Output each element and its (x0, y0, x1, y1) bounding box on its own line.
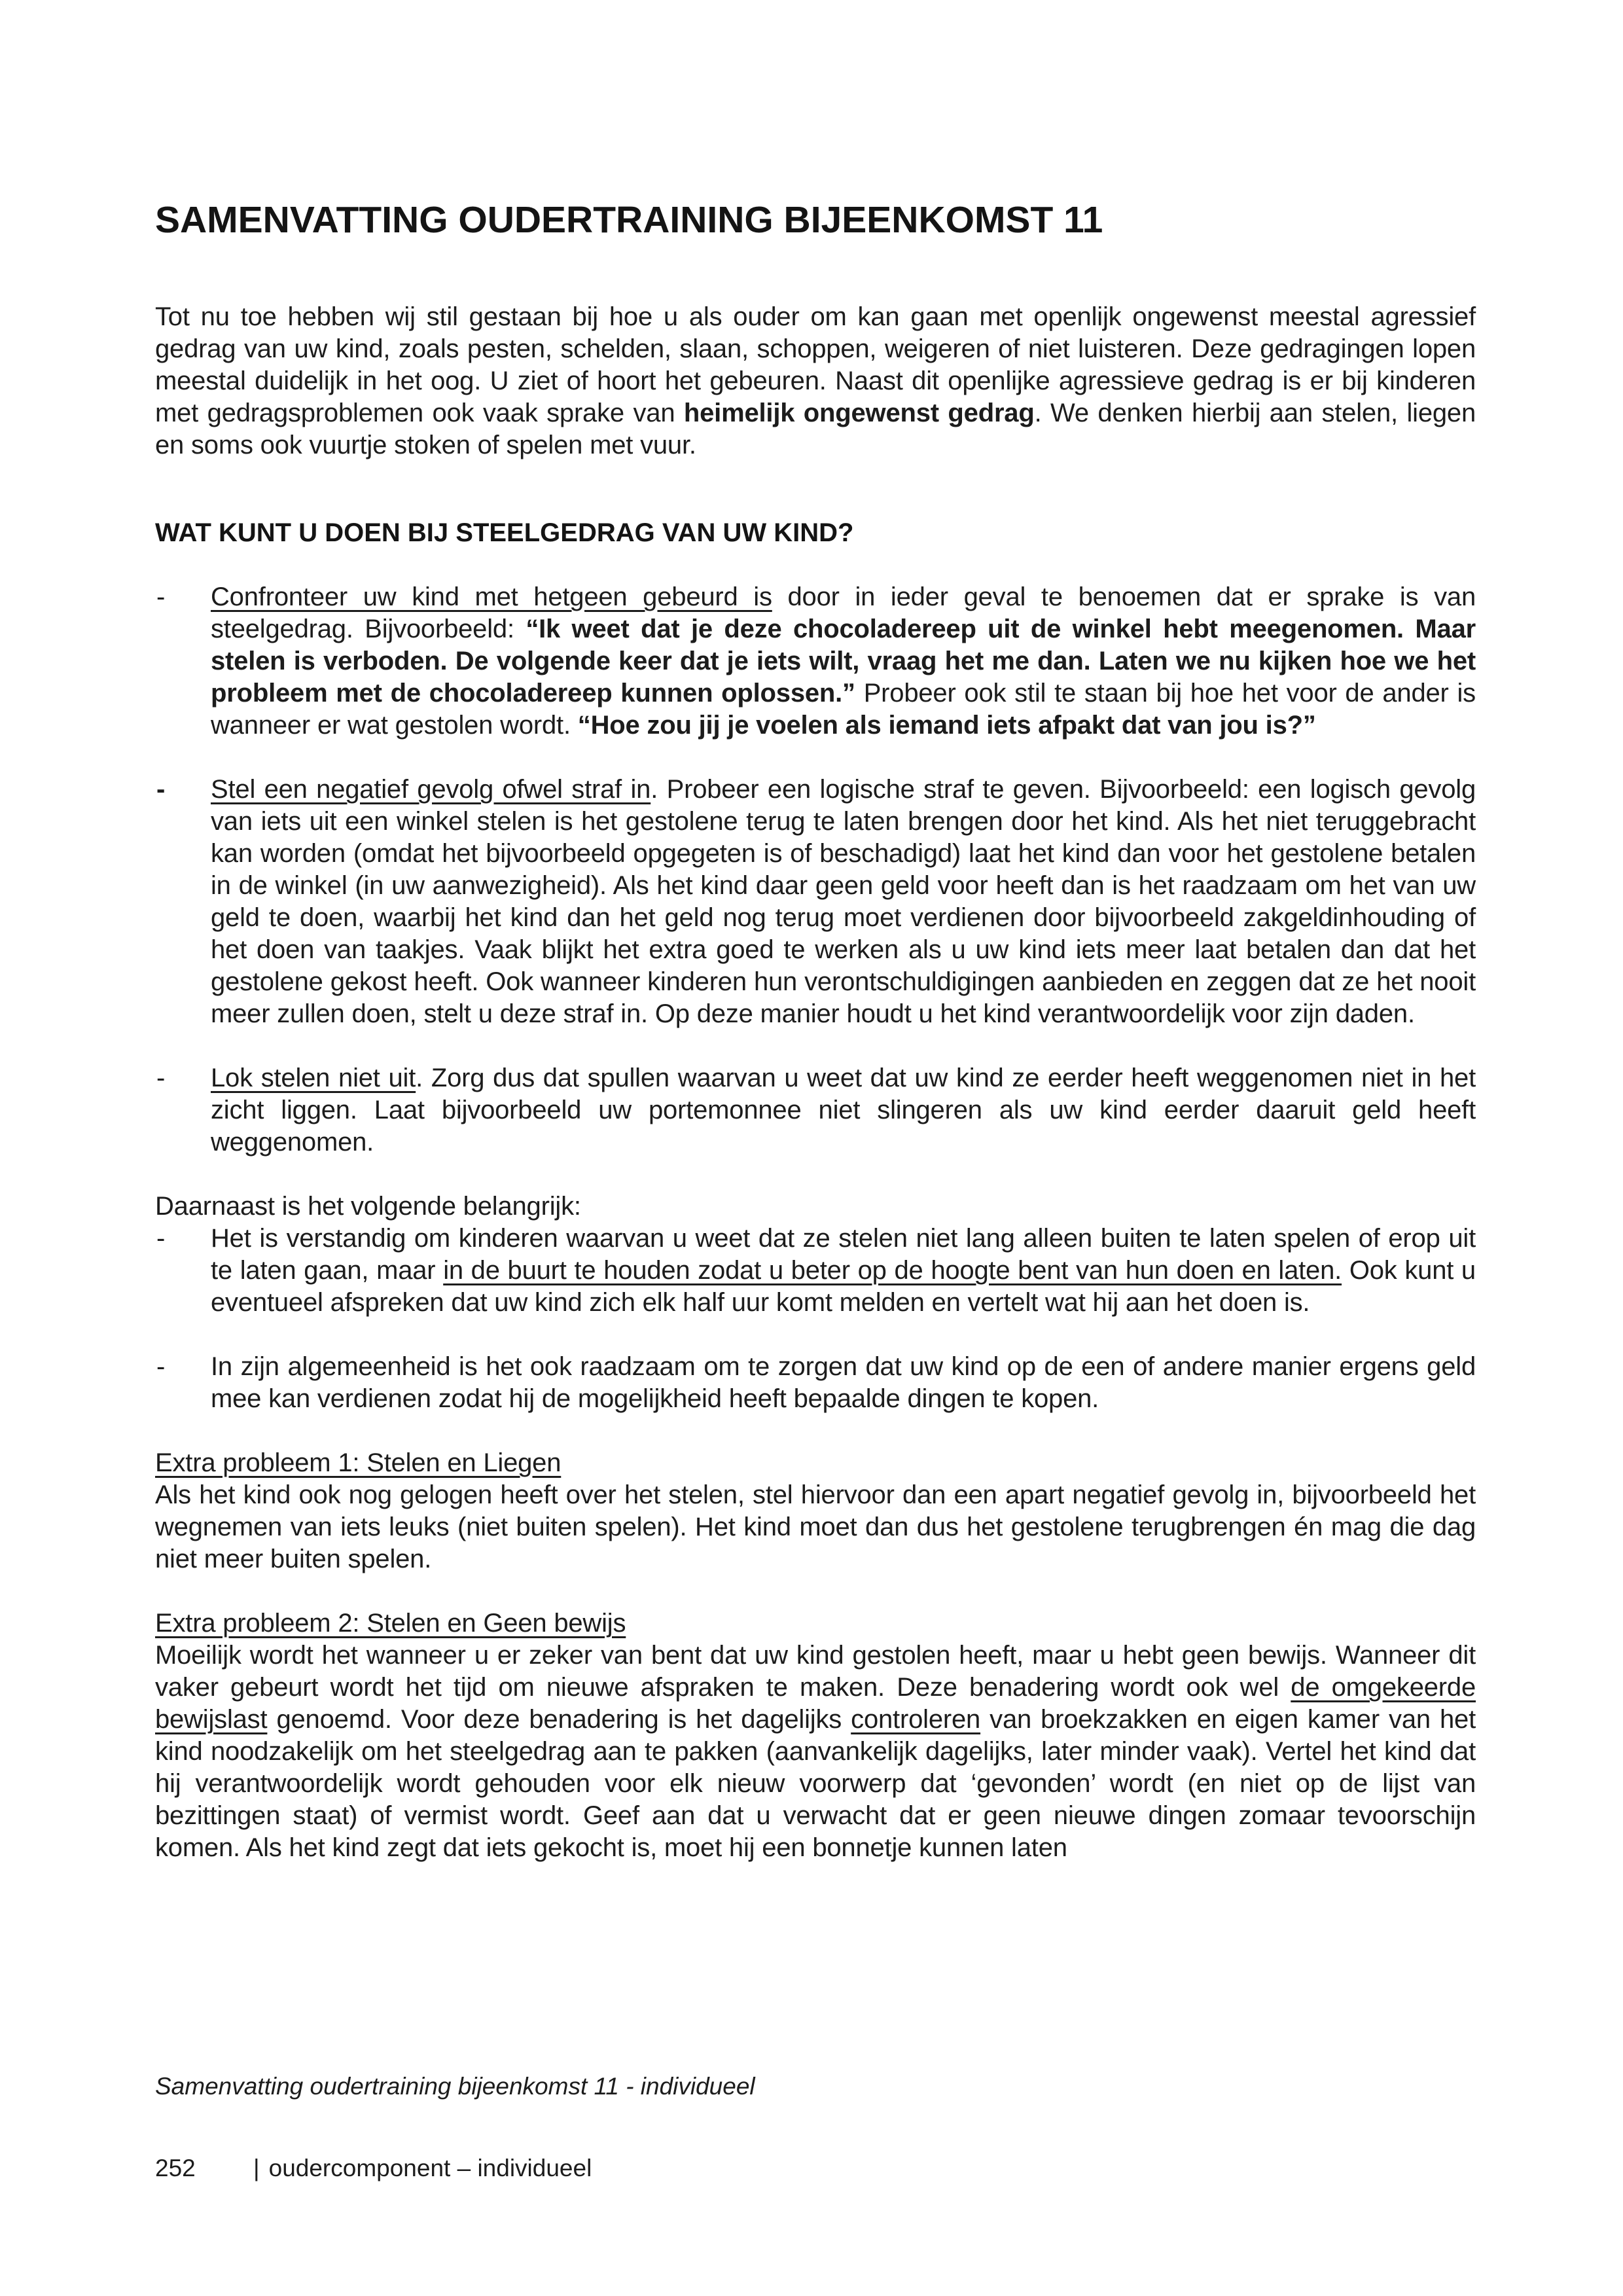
extra-probleem-1-body: Als het kind ook nog gelogen heeft over het stelen, stel hiervoor dan een apart negatief gevolg in, bijvoorbeeld het wegnemen van iets leuks (niet buiten spelen). Het kind moet dan dus het gestolene terugbrengen én mag die dag niet meer buiten spelen. (155, 1480, 1476, 1573)
intro-text-after: . We denken hierbij aan stelen, liegen en soms ook vuurtje stoken of spelen met vuur. (155, 399, 1476, 459)
footer-right-text: oudercomponent – individueel (268, 2155, 592, 2181)
document-footnote: Samenvatting oudertraining bijeenkomst 11 - individueel (155, 2073, 755, 2100)
bullet-confronteer-underline: Confronteer uw kind met hetgeen gebeurd is (211, 583, 772, 611)
extra-probleem-2-underline-2: controleren (851, 1705, 981, 1734)
intro-bold-phrase: heimelijk ongewenst gedrag (683, 399, 1035, 427)
bullet-negatief-gevolg (155, 774, 1476, 1030)
bullet-confronteer-text (211, 581, 1476, 742)
bullet-dash: - (156, 1224, 166, 1253)
bullet-geld-verdienen (155, 1351, 1476, 1415)
page-content (155, 0, 1476, 1864)
bullet-confronteer-quote-1: “Ik weet dat je deze chocoladereep uit de winkel hebt meegenomen. Maar stelen is verboden. De volgende keer dat je iets wilt, vraag het me dan. Laten we nu kijken hoe we het probleem met de chocoladereep kunnen oplossen.” (211, 615, 1476, 708)
bullet-dash: - (156, 1064, 166, 1092)
bullet-dash: - (156, 1352, 166, 1381)
bullet-negatief-gevolg-underline: Stel een negatief gevolg ofwel straf in (211, 775, 651, 804)
extra-probleem-2-body-2: genoemd. Voor deze benadering is het dagelijks (267, 1705, 851, 1734)
bullet-dash: - (156, 775, 166, 804)
bullet-confronteer-body-2: Probeer ook stil te staan bij hoe het voor de ander is wanneer er wat gestolen wordt. (211, 679, 1476, 740)
bullet-negatief-gevolg-body: . Probeer een logische straf te geven. Bijvoorbeeld: een logisch gevolg van iets uit een winkel stelen is het gestolene terug te laten brengen door het kind. Als het niet teruggebracht kan worden (omdat het bijvoorbeeld opgegeten is of beschadigd) laat het kind dan voor het gestolene betalen in de winkel (in uw aanwezigheid). Als het kind daar geen geld voor heeft dan is het raadzaam om het van uw geld te doen, waarbij het kind dan het geld nog terug moet verdienen door bijvoorbeeld zakgeldinhouding of het doen van taakjes. Vaak blijkt het extra goed te werken als u uw kind iets meer laat betalen dan dat het gestolene gekost heeft. Ook wanneer kinderen hun verontschuldigingen aanbieden en zeggen dat ze het nooit meer zullen doen, stelt u deze straf in. Op deze manier houdt u het kind verantwoordelijk voor zijn daden. (211, 775, 1476, 1028)
bullet-in-de-buurt-underline: in de buurt te houden zodat u beter op de hoogte bent van hun doen en laten. (443, 1256, 1342, 1285)
bullet-in-de-buurt-body-2: Ook kunt u eventueel afspreken dat uw kind zich elk half uur komt melden en vertelt wat hij aan het doen is. (211, 1256, 1476, 1317)
bullet-lok-stelen (155, 1062, 1476, 1158)
footer-separator: | (253, 2155, 260, 2181)
intro-text-before: Tot nu toe hebben wij stil gestaan bij hoe u als ouder om kan gaan met openlijk ongewenst meestal agressief gedrag van uw kind, zoals pesten, schelden, slaan, schoppen, weigeren of niet luisteren. Deze gedragingen lopen meestal duidelijk in het oog. U ziet of hoort het gebeuren. Naast dit openlijke agressieve gedrag is er bij kinderen met gedragsproblemen ook vaak sprake van (155, 302, 1476, 427)
extra-probleem-2-heading (155, 1607, 1476, 1640)
extra-probleem-2-body-1: Moeilijk wordt het wanneer u er zeker van bent dat uw kind gestolen heeft, maar u hebt geen bewijs. Wanneer dit vaker gebeurt wordt het tijd om nieuwe afspraken te maken. Deze benadering wordt ook wel (155, 1641, 1476, 1702)
section-heading-steelgedrag: WAT KUNT U DOEN BIJ STEELGEDRAG VAN UW KIND? (155, 518, 854, 547)
page-number: 252 (155, 2155, 196, 2181)
additional-lead: Daarnaast is het volgende belangrijk: (155, 1192, 581, 1221)
extra-probleem-1-heading (155, 1447, 1476, 1479)
extra-probleem-2-body (155, 1640, 1476, 1864)
bullet-lok-stelen-underline: Lok stelen niet uit (211, 1064, 416, 1092)
bullet-dash: - (156, 583, 166, 611)
extra-probleem-2-underline-1: de omgekeerde bewijslast (155, 1673, 1476, 1734)
bullet-confronteer (155, 581, 1476, 742)
bullet-lok-stelen-body: . Zorg dus dat spullen waarvan u weet dat uw kind ze eerder heeft weggenomen niet in het zicht liggen. Laat bijvoorbeeld uw portemonnee niet slingeren als uw kind eerder daaruit geld heeft weggenomen. (211, 1064, 1476, 1157)
page-title: SAMENVATTING OUDERTRAINING BIJEENKOMST 11 (155, 199, 1103, 241)
extra-probleem-1-heading-text: Extra probleem 1: Stelen en Liegen (155, 1448, 562, 1477)
extra-probleem-2-body-3: van broekzakken en eigen kamer van het kind noodzakelijk om het steelgedrag aan te pakken (aanvankelijk dagelijks, later minder vaak). Vertel het kind dat hij verantwoordelijk wordt gehouden voor elk nieuw voorwerp dat ‘gevonden’ wordt (en niet op de lijst van bezittingen staat) of vermist wordt. Geef aan dat u verwacht dat er geen nieuwe dingen zomaar tevoorschijn komen. Als het kind zegt dat iets gekocht is, moet hij een bonnetje kunnen laten (155, 1705, 1476, 1862)
bullet-confronteer-body-1: door in ieder geval te benoemen dat er sprake is van steelgedrag. Bijvoorbeeld: (211, 583, 1476, 643)
bullet-in-de-buurt-body-1: Het is verstandig om kinderen waarvan u weet dat ze stelen niet lang alleen buiten te laten spelen of erop uit te laten gaan, maar (211, 1224, 1476, 1285)
intro-paragraph (155, 301, 1476, 461)
bullet-negatief-gevolg-text (211, 774, 1476, 1030)
page-footer (155, 2153, 592, 2183)
extra-probleem-2-heading-text: Extra probleem 2: Stelen en Geen bewijs (155, 1609, 626, 1638)
bullet-lok-stelen-text (211, 1062, 1476, 1158)
bullet-in-de-buurt-text (211, 1223, 1476, 1319)
bullet-in-de-buurt (155, 1223, 1476, 1319)
bullet-geld-verdienen-text: In zijn algemeenheid is het ook raadzaam om te zorgen dat uw kind op de een of andere manier ergens geld mee kan verdienen zodat hij de mogelijkheid heeft bepaalde dingen te kopen. (211, 1352, 1476, 1413)
bullet-confronteer-quote-2: “Hoe zou jij je voelen als iemand iets afpakt dat van jou is?” (577, 711, 1316, 740)
